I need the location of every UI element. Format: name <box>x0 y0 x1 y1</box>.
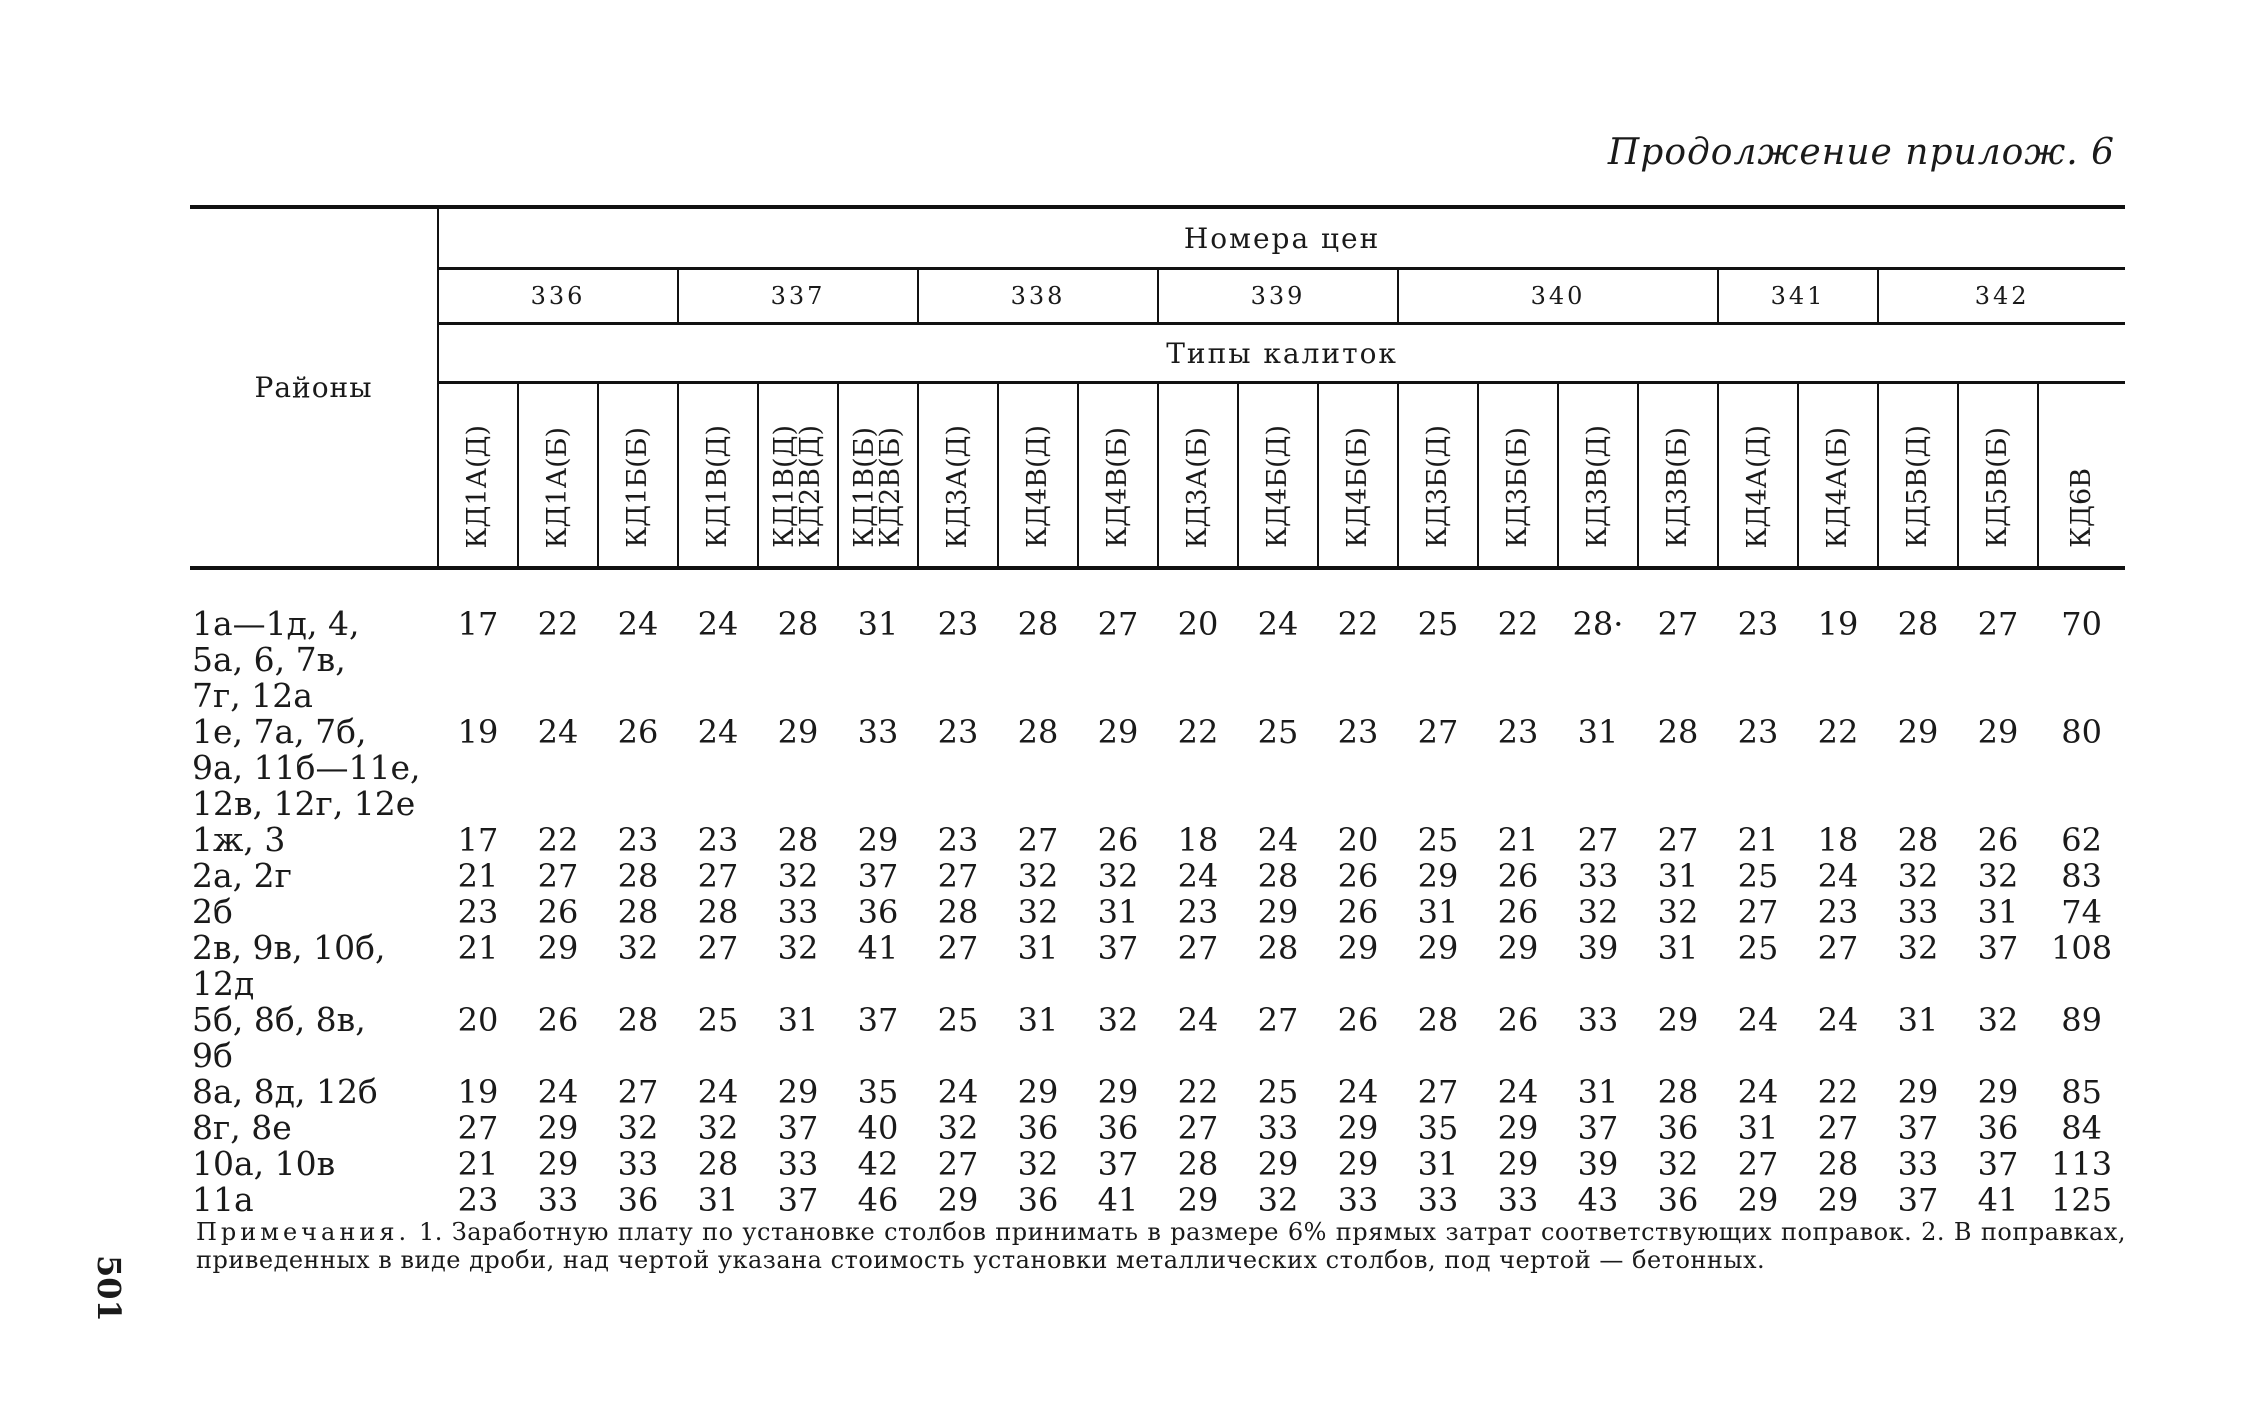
price-group: 336 <box>438 269 678 324</box>
price-cell: 28 <box>697 893 739 931</box>
price-cell: 36 <box>1017 1181 1059 1219</box>
gate-type-header: КД1Б(Б) <box>598 383 678 569</box>
price-cell: 80 <box>2061 713 2102 751</box>
price-cell: 32 <box>1017 1145 1059 1183</box>
price-cell: 33 <box>1497 1181 1539 1219</box>
price-cell: 23 <box>937 605 979 643</box>
price-cell: 70 <box>2061 605 2102 643</box>
price-cell: 28 <box>777 821 819 859</box>
price-cell: 84 <box>2061 1109 2102 1147</box>
price-cell: 31 <box>1577 1073 1619 1111</box>
price-cell: 26 <box>1497 893 1539 931</box>
price-cell: 28 <box>617 893 659 931</box>
price-cell: 28 <box>1017 605 1059 643</box>
price-cell: 20 <box>457 1001 499 1039</box>
price-cell: 37 <box>1097 929 1139 967</box>
price-cell: 33 <box>1577 1001 1619 1039</box>
price-cell: 43 <box>1577 1181 1619 1219</box>
price-cell: 36 <box>617 1181 659 1219</box>
price-cell: 26 <box>1497 857 1539 895</box>
table-row <box>190 894 2125 930</box>
price-cell: 29 <box>1817 1181 1859 1219</box>
price-cell: 25 <box>1737 929 1779 967</box>
price-cell: 62 <box>2061 821 2102 859</box>
price-cell: 24 <box>697 605 739 643</box>
price-cell: 36 <box>1017 1109 1059 1147</box>
price-cell: 32 <box>1657 893 1699 931</box>
price-cell: 24 <box>697 713 739 751</box>
price-cell: 27 <box>457 1109 499 1147</box>
price-cell: 29 <box>1257 893 1299 931</box>
price-cell: 23 <box>1737 713 1779 751</box>
price-cell: 27 <box>1817 929 1859 967</box>
district-cell: 11а <box>192 1180 254 1219</box>
price-cell: 113 <box>2051 1145 2113 1183</box>
price-cell: 27 <box>1097 605 1139 643</box>
price-cell: 28 <box>1257 929 1299 967</box>
price-cell: 27 <box>697 929 739 967</box>
price-cell: 23 <box>1817 893 1859 931</box>
price-cell: 23 <box>457 1181 499 1219</box>
price-cell: 35 <box>1417 1109 1459 1147</box>
price-cell: 27 <box>1177 1109 1219 1147</box>
price-cell: 29 <box>1497 1145 1539 1183</box>
price-cell: 23 <box>1177 893 1219 931</box>
price-cell: 21 <box>457 929 499 967</box>
gate-type-header: КД3Б(Б) <box>1478 383 1558 569</box>
price-cell: 21 <box>1497 821 1539 859</box>
price-cell: 22 <box>1817 1073 1859 1111</box>
price-cell: 28 <box>1817 1145 1859 1183</box>
district-cell: 1е, 7а, 7б, 9а, 11б—11е, 12в, 12г, 12е <box>192 712 421 823</box>
price-cell: 32 <box>1097 857 1139 895</box>
gate-type-header: КД1А(Д) <box>438 383 518 569</box>
price-cell: 32 <box>1977 1001 2019 1039</box>
gate-type-header: КД3А(Б) <box>1158 383 1238 569</box>
price-cell: 24 <box>1257 605 1299 643</box>
price-cell: 24 <box>1337 1073 1379 1111</box>
price-cell: 22 <box>1177 1073 1219 1111</box>
gate-type-header: КД4Б(Б) <box>1318 383 1398 569</box>
price-cell: 40 <box>857 1109 899 1147</box>
price-numbers-header: Номера цен <box>438 207 2125 269</box>
price-cell: 29 <box>1657 1001 1699 1039</box>
price-cell: 125 <box>2051 1181 2113 1219</box>
price-cell: 29 <box>1097 1073 1139 1111</box>
district-cell: 10а, 10в <box>192 1144 336 1183</box>
price-cell: 74 <box>2061 893 2102 931</box>
district-cell: 1ж, 3 <box>192 820 286 859</box>
price-cell: 31 <box>1577 713 1619 751</box>
price-cell: 31 <box>1977 893 2019 931</box>
price-cell: 29 <box>1417 929 1459 967</box>
price-cell: 29 <box>857 821 899 859</box>
price-cell: 32 <box>1897 929 1939 967</box>
gate-types-header: Типы калиток <box>438 324 2125 383</box>
price-cell: 24 <box>617 605 659 643</box>
price-cell: 22 <box>537 821 579 859</box>
price-cell: 28 <box>1017 713 1059 751</box>
price-cell: 31 <box>1897 1001 1939 1039</box>
price-cell: 28· <box>1572 605 1624 643</box>
price-cell: 24 <box>937 1073 979 1111</box>
price-cell: 33 <box>777 1145 819 1183</box>
price-cell: 19 <box>1817 605 1859 643</box>
gate-type-header: КД5В(Б) <box>1958 383 2038 569</box>
price-cell: 26 <box>537 893 579 931</box>
price-cell: 27 <box>1977 605 2019 643</box>
district-cell: 2в, 9в, 10б, 12д <box>192 928 386 1003</box>
price-cell: 29 <box>1017 1073 1059 1111</box>
price-cell: 28 <box>617 857 659 895</box>
price-cell: 29 <box>1337 1109 1379 1147</box>
price-cell: 29 <box>1897 713 1939 751</box>
price-cell: 31 <box>1657 857 1699 895</box>
page-number: 501 <box>90 1255 128 1322</box>
price-cell: 32 <box>777 929 819 967</box>
price-cell: 31 <box>1417 1145 1459 1183</box>
price-cell: 37 <box>1577 1109 1619 1147</box>
district-cell: 2а, 2г <box>192 856 292 895</box>
price-cell: 28 <box>1657 713 1699 751</box>
price-cell: 22 <box>1817 713 1859 751</box>
price-cell: 31 <box>1417 893 1459 931</box>
price-cell: 24 <box>1177 857 1219 895</box>
price-cell: 22 <box>1337 605 1379 643</box>
price-cell: 23 <box>617 821 659 859</box>
price-cell: 29 <box>777 713 819 751</box>
price-cell: 83 <box>2061 857 2102 895</box>
price-cell: 17 <box>457 605 499 643</box>
price-cell: 36 <box>1977 1109 2019 1147</box>
price-cell: 27 <box>1257 1001 1299 1039</box>
price-cell: 29 <box>1417 857 1459 895</box>
price-cell: 42 <box>857 1145 899 1183</box>
price-group: 340 <box>1398 269 1718 324</box>
notes <box>196 1218 2126 1274</box>
price-cell: 33 <box>1897 893 1939 931</box>
price-cell: 26 <box>1977 821 2019 859</box>
price-cell: 21 <box>457 1145 499 1183</box>
gate-type-header: КД4В(Б) <box>1078 383 1158 569</box>
table-row <box>190 930 2125 1002</box>
price-group-row <box>190 269 2125 324</box>
price-cell: 31 <box>777 1001 819 1039</box>
price-cell: 37 <box>1977 1145 2019 1183</box>
price-cell: 89 <box>2061 1001 2102 1039</box>
price-cell: 32 <box>697 1109 739 1147</box>
price-cell: 25 <box>1737 857 1779 895</box>
price-cell: 29 <box>1097 713 1139 751</box>
price-cell: 37 <box>1977 929 2019 967</box>
price-cell: 33 <box>1897 1145 1939 1183</box>
price-cell: 29 <box>937 1181 979 1219</box>
price-cell: 37 <box>1097 1145 1139 1183</box>
price-cell: 28 <box>937 893 979 931</box>
gate-type-header: КД6В <box>2038 383 2125 569</box>
table-row <box>190 1146 2125 1182</box>
price-cell: 29 <box>1337 929 1379 967</box>
price-cell: 31 <box>1017 929 1059 967</box>
price-cell: 32 <box>1977 857 2019 895</box>
gate-type-header: КД3В(Б) <box>1638 383 1718 569</box>
price-cell: 29 <box>1497 1109 1539 1147</box>
price-cell: 23 <box>1737 605 1779 643</box>
price-cell: 41 <box>857 929 899 967</box>
price-cell: 24 <box>1497 1073 1539 1111</box>
price-cell: 33 <box>617 1145 659 1183</box>
price-cell: 37 <box>777 1109 819 1147</box>
table-body <box>190 568 2125 1218</box>
price-cell: 31 <box>1017 1001 1059 1039</box>
price-cell: 33 <box>1577 857 1619 895</box>
price-cell: 26 <box>617 713 659 751</box>
gate-type-header: КД5В(Д) <box>1878 383 1958 569</box>
price-cell: 31 <box>857 605 899 643</box>
districts-header: Районы <box>190 207 438 568</box>
price-cell: 26 <box>1337 1001 1379 1039</box>
price-cell: 28 <box>1897 605 1939 643</box>
price-cell: 27 <box>1817 1109 1859 1147</box>
price-cell: 37 <box>777 1181 819 1219</box>
price-cell: 36 <box>1657 1181 1699 1219</box>
price-cell: 32 <box>1017 857 1059 895</box>
price-cell: 23 <box>457 893 499 931</box>
price-group: 342 <box>1878 269 2125 324</box>
price-cell: 27 <box>1017 821 1059 859</box>
price-cell: 39 <box>1577 929 1619 967</box>
price-cell: 32 <box>617 929 659 967</box>
price-cell: 36 <box>857 893 899 931</box>
price-cell: 29 <box>1337 1145 1379 1183</box>
price-cell: 33 <box>857 713 899 751</box>
price-cell: 36 <box>1657 1109 1699 1147</box>
price-cell: 24 <box>1737 1073 1779 1111</box>
price-cell: 17 <box>457 821 499 859</box>
price-cell: 27 <box>1737 893 1779 931</box>
price-cell: 28 <box>697 1145 739 1183</box>
price-cell: 24 <box>537 713 579 751</box>
district-cell: 8а, 8д, 12б <box>192 1072 378 1111</box>
price-cell: 27 <box>1657 605 1699 643</box>
price-cell: 25 <box>937 1001 979 1039</box>
price-cell: 24 <box>1817 1001 1859 1039</box>
price-cell: 39 <box>1577 1145 1619 1183</box>
gate-type-header: КД4В(Д) <box>998 383 1078 569</box>
price-cell: 37 <box>857 1001 899 1039</box>
price-cell: 24 <box>537 1073 579 1111</box>
price-cell: 85 <box>2061 1073 2102 1111</box>
price-cell: 32 <box>617 1109 659 1147</box>
price-cell: 28 <box>1257 857 1299 895</box>
price-cell: 27 <box>1657 821 1699 859</box>
table-row <box>190 568 2125 714</box>
price-cell: 21 <box>457 857 499 895</box>
notes-lead: Примечания. <box>196 1218 411 1246</box>
price-cell: 32 <box>1097 1001 1139 1039</box>
price-cell: 29 <box>1177 1181 1219 1219</box>
district-cell: 2б <box>192 892 233 931</box>
price-cell: 27 <box>617 1073 659 1111</box>
price-cell: 33 <box>1337 1181 1379 1219</box>
price-cell: 29 <box>537 1145 579 1183</box>
price-cell: 26 <box>1337 893 1379 931</box>
table-row <box>190 822 2125 858</box>
price-cell: 28 <box>1417 1001 1459 1039</box>
price-cell: 32 <box>1577 893 1619 931</box>
district-cell: 1а—1д, 4, 5а, 6, 7в, 7г, 12а <box>192 604 360 715</box>
price-cell: 28 <box>1657 1073 1699 1111</box>
price-cell: 25 <box>1417 821 1459 859</box>
running-head: Продолжение прилож. 6 <box>1607 132 2115 173</box>
price-cell: 32 <box>937 1109 979 1147</box>
price-cell: 25 <box>1417 605 1459 643</box>
price-cell: 32 <box>777 857 819 895</box>
price-cell: 19 <box>457 1073 499 1111</box>
price-cell: 27 <box>697 857 739 895</box>
price-cell: 32 <box>1017 893 1059 931</box>
price-cell: 46 <box>857 1181 899 1219</box>
price-cell: 25 <box>1257 1073 1299 1111</box>
table-head <box>190 207 2125 568</box>
price-cell: 25 <box>1257 713 1299 751</box>
price-cell: 33 <box>537 1181 579 1219</box>
price-cell: 27 <box>937 1145 979 1183</box>
price-cell: 33 <box>777 893 819 931</box>
price-cell: 22 <box>1497 605 1539 643</box>
price-cell: 29 <box>1257 1145 1299 1183</box>
price-cell: 31 <box>1737 1109 1779 1147</box>
gate-type-header: КД1А(Б) <box>518 383 598 569</box>
district-cell: 8г, 8е <box>192 1108 292 1147</box>
price-cell: 41 <box>1977 1181 2019 1219</box>
price-cell: 26 <box>1497 1001 1539 1039</box>
gate-type-header: КД1В(Б) КД2В(Б) <box>838 383 918 569</box>
price-cell: 20 <box>1177 605 1219 643</box>
price-cell: 20 <box>1337 821 1379 859</box>
price-cell: 29 <box>537 929 579 967</box>
price-cell: 28 <box>617 1001 659 1039</box>
price-cell: 35 <box>857 1073 899 1111</box>
price-cell: 21 <box>1737 821 1779 859</box>
price-group: 341 <box>1718 269 1878 324</box>
price-cell: 23 <box>1337 713 1379 751</box>
price-cell: 22 <box>537 605 579 643</box>
gate-type-header: КД1В(Д) КД2В(Д) <box>758 383 838 569</box>
gate-type-header: КД4Б(Д) <box>1238 383 1318 569</box>
table-row <box>190 858 2125 894</box>
price-cell: 29 <box>1977 713 2019 751</box>
gate-type-header: КД1В(Д) <box>678 383 758 569</box>
price-cell: 24 <box>1257 821 1299 859</box>
price-cell: 27 <box>537 857 579 895</box>
price-cell: 28 <box>1897 821 1939 859</box>
price-cell: 29 <box>1897 1073 1939 1111</box>
price-cell: 27 <box>1417 713 1459 751</box>
price-cell: 31 <box>697 1181 739 1219</box>
price-cell: 26 <box>537 1001 579 1039</box>
price-cell: 33 <box>1417 1181 1459 1219</box>
price-cell: 32 <box>1897 857 1939 895</box>
price-cell: 108 <box>2051 929 2113 967</box>
price-table <box>190 205 2125 1218</box>
gate-type-header: КД3Б(Д) <box>1398 383 1478 569</box>
price-cell: 27 <box>937 857 979 895</box>
price-cell: 22 <box>1177 713 1219 751</box>
price-cell: 37 <box>1897 1109 1939 1147</box>
price-cell: 23 <box>937 713 979 751</box>
price-cell: 18 <box>1177 821 1219 859</box>
price-cell: 24 <box>1177 1001 1219 1039</box>
price-cell: 41 <box>1097 1181 1139 1219</box>
table-row <box>190 714 2125 822</box>
price-cell: 33 <box>1257 1109 1299 1147</box>
price-cell: 25 <box>697 1001 739 1039</box>
gate-type-header: КД4А(Б) <box>1798 383 1878 569</box>
gate-type-row <box>190 383 2125 569</box>
price-cell: 27 <box>1737 1145 1779 1183</box>
price-cell: 26 <box>1097 821 1139 859</box>
price-cell: 19 <box>457 713 499 751</box>
price-cell: 26 <box>1337 857 1379 895</box>
price-cell: 23 <box>1497 713 1539 751</box>
gate-type-header: КД3В(Д) <box>1558 383 1638 569</box>
price-cell: 23 <box>697 821 739 859</box>
price-cell: 27 <box>937 929 979 967</box>
price-cell: 29 <box>1497 929 1539 967</box>
price-group: 338 <box>918 269 1158 324</box>
notes-text: 1. Заработную плату по установке столбов принимать в размере 6% прямых затрат соответствующих поправок. 2. В поправках, приведенных в виде дроби, над чертой указана стоимость установки металлических столбов, под чертой — бетонных. <box>196 1218 2126 1274</box>
gate-type-header: КД3А(Д) <box>918 383 998 569</box>
price-cell: 31 <box>1097 893 1139 931</box>
price-cell: 37 <box>857 857 899 895</box>
price-cell: 32 <box>1657 1145 1699 1183</box>
price-cell: 32 <box>1257 1181 1299 1219</box>
price-cell: 37 <box>1897 1181 1939 1219</box>
district-cell: 5б, 8б, 8в, 9б <box>192 1000 366 1075</box>
price-cell: 18 <box>1817 821 1859 859</box>
price-cell: 24 <box>1817 857 1859 895</box>
price-cell: 24 <box>1737 1001 1779 1039</box>
price-cell: 28 <box>777 605 819 643</box>
table-row <box>190 1182 2125 1218</box>
price-group: 339 <box>1158 269 1398 324</box>
table-row <box>190 1002 2125 1074</box>
price-cell: 29 <box>1737 1181 1779 1219</box>
price-cell: 27 <box>1417 1073 1459 1111</box>
price-cell: 29 <box>537 1109 579 1147</box>
price-cell: 27 <box>1577 821 1619 859</box>
price-cell: 29 <box>777 1073 819 1111</box>
price-cell: 27 <box>1177 929 1219 967</box>
price-group: 337 <box>678 269 918 324</box>
price-cell: 23 <box>937 821 979 859</box>
price-cell: 36 <box>1097 1109 1139 1147</box>
price-cell: 31 <box>1657 929 1699 967</box>
price-cell: 24 <box>697 1073 739 1111</box>
gate-type-header: КД4А(Д) <box>1718 383 1798 569</box>
table-row <box>190 1074 2125 1110</box>
price-cell: 29 <box>1977 1073 2019 1111</box>
table-row <box>190 1110 2125 1146</box>
price-cell: 28 <box>1177 1145 1219 1183</box>
